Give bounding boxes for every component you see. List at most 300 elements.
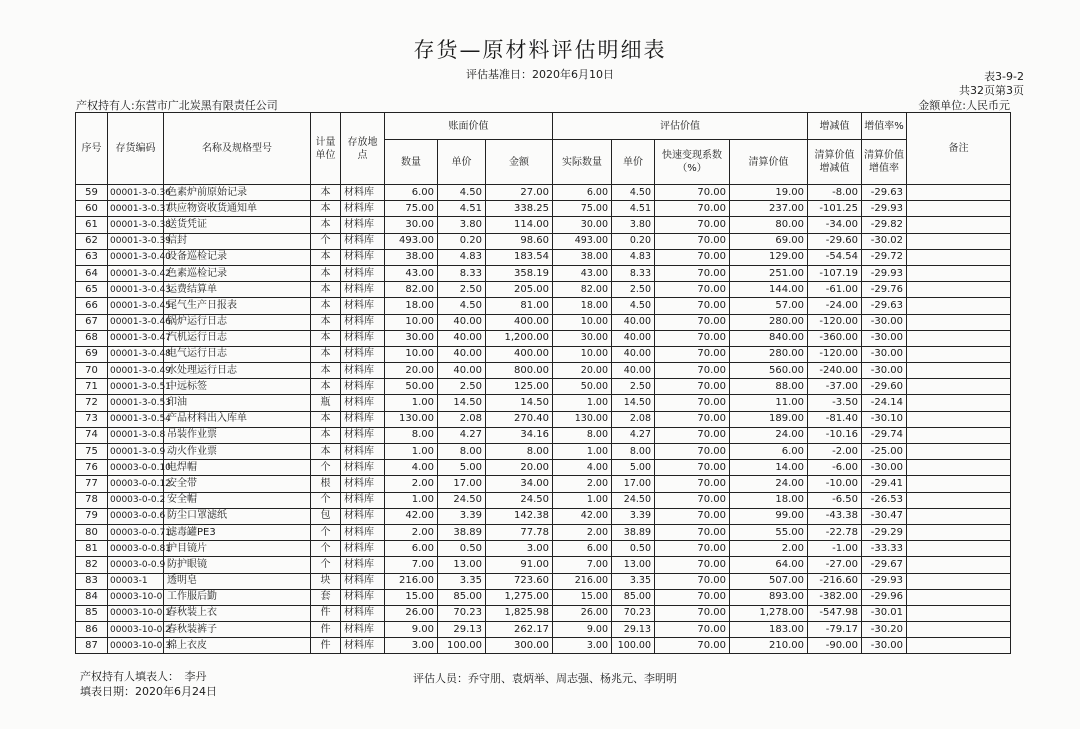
- cell-remark: [907, 249, 1011, 265]
- cell-name: 护目镜片: [164, 541, 311, 557]
- cell-location: 材料库: [341, 233, 385, 249]
- cell-book-amount: 1,200.00: [486, 330, 553, 346]
- cell-book-qty: 26.00: [385, 605, 438, 621]
- cell-change: -120.00: [808, 346, 862, 362]
- cell-change: -79.17: [808, 622, 862, 638]
- cell-book-qty: 30.00: [385, 330, 438, 346]
- cell-book-price: 2.50: [438, 379, 486, 395]
- cell-eval-coef: 70.00: [655, 492, 730, 508]
- cell-book-price: 3.80: [438, 217, 486, 233]
- cell-remark: [907, 622, 1011, 638]
- cell-seq: 76: [76, 460, 108, 476]
- cell-book-qty: 1.00: [385, 395, 438, 411]
- cell-location: 材料库: [341, 427, 385, 443]
- cell-book-price: 13.00: [438, 557, 486, 573]
- cell-code: 00001-3-0.47: [108, 330, 164, 346]
- cell-book-price: 4.50: [438, 298, 486, 314]
- cell-eval-coef: 70.00: [655, 589, 730, 605]
- cell-name: 色素炉前原始记录: [164, 185, 311, 201]
- cell-eval-coef: 70.00: [655, 314, 730, 330]
- cell-eval-liq: 55.00: [730, 524, 808, 540]
- cell-book-price: 0.50: [438, 541, 486, 557]
- cell-book-amount: 14.50: [486, 395, 553, 411]
- header-location: 存放地点: [341, 113, 385, 185]
- header-eval-value: 评估价值: [553, 113, 808, 140]
- cell-book-price: 4.27: [438, 427, 486, 443]
- cell-code: 00003-10-0: [108, 589, 164, 605]
- cell-name: 动火作业票: [164, 444, 311, 460]
- header-eval-liq: 清算价值: [730, 140, 808, 185]
- header-change-sub: 清算价值增减值: [808, 140, 862, 185]
- cell-eval-qty: 10.00: [553, 314, 612, 330]
- cell-location: 材料库: [341, 363, 385, 379]
- cell-rate: -30.00: [862, 346, 907, 362]
- cell-book-price: 2.50: [438, 282, 486, 298]
- cell-remark: [907, 589, 1011, 605]
- cell-book-price: 5.00: [438, 460, 486, 476]
- cell-eval-coef: 70.00: [655, 379, 730, 395]
- table-row: [76, 638, 1011, 654]
- cell-change: -2.00: [808, 444, 862, 460]
- cell-change: -216.60: [808, 573, 862, 589]
- cell-eval-price: 40.00: [612, 346, 655, 362]
- cell-eval-qty: 50.00: [553, 379, 612, 395]
- cell-eval-price: 3.80: [612, 217, 655, 233]
- cell-code: 00001-3-0.37: [108, 201, 164, 217]
- table-row: [76, 233, 1011, 249]
- cell-eval-price: 38.89: [612, 524, 655, 540]
- cell-eval-price: 2.50: [612, 379, 655, 395]
- cell-seq: 83: [76, 573, 108, 589]
- cell-eval-qty: 1.00: [553, 395, 612, 411]
- cell-book-qty: 82.00: [385, 282, 438, 298]
- cell-rate: -29.63: [862, 298, 907, 314]
- cell-book-amount: 205.00: [486, 282, 553, 298]
- cell-seq: 79: [76, 508, 108, 524]
- cell-eval-qty: 6.00: [553, 541, 612, 557]
- cell-eval-coef: 70.00: [655, 557, 730, 573]
- cell-book-amount: 77.78: [486, 524, 553, 540]
- cell-eval-coef: 70.00: [655, 346, 730, 362]
- table-row: [76, 411, 1011, 427]
- table-row: [76, 605, 1011, 621]
- cell-book-price: 38.89: [438, 524, 486, 540]
- cell-remark: [907, 265, 1011, 281]
- cell-book-qty: 42.00: [385, 508, 438, 524]
- cell-eval-qty: 20.00: [553, 363, 612, 379]
- cell-rate: -30.20: [862, 622, 907, 638]
- cell-eval-price: 4.83: [612, 249, 655, 265]
- cell-book-price: 0.20: [438, 233, 486, 249]
- cell-eval-price: 70.23: [612, 605, 655, 621]
- cell-rate: -30.01: [862, 605, 907, 621]
- cell-rate: -29.72: [862, 249, 907, 265]
- cell-eval-qty: 15.00: [553, 589, 612, 605]
- cell-code: 00001-3-0.51: [108, 379, 164, 395]
- header-rate: 增值率%: [862, 113, 907, 140]
- cell-book-amount: 125.00: [486, 379, 553, 395]
- cell-location: 材料库: [341, 460, 385, 476]
- cell-eval-liq: 280.00: [730, 346, 808, 362]
- cell-eval-coef: 70.00: [655, 638, 730, 654]
- cell-code: 00003-10-0.3: [108, 638, 164, 654]
- cell-eval-price: 40.00: [612, 330, 655, 346]
- cell-eval-coef: 70.00: [655, 524, 730, 540]
- header-unit: 计量单位: [311, 113, 341, 185]
- cell-seq: 72: [76, 395, 108, 411]
- cell-code: 00003-0-0.12: [108, 476, 164, 492]
- cell-eval-qty: 30.00: [553, 217, 612, 233]
- cell-seq: 85: [76, 605, 108, 621]
- cell-remark: [907, 185, 1011, 201]
- cell-seq: 78: [76, 492, 108, 508]
- cell-book-amount: 81.00: [486, 298, 553, 314]
- table-row: [76, 217, 1011, 233]
- header-rate-sub: 清算价值增值率: [862, 140, 907, 185]
- cell-location: 材料库: [341, 379, 385, 395]
- cell-name: 春秋装上衣: [164, 605, 311, 621]
- cell-eval-price: 3.35: [612, 573, 655, 589]
- cell-eval-coef: 70.00: [655, 508, 730, 524]
- header-eval-coef: 快速变现系数（%）: [655, 140, 730, 185]
- cell-seq: 70: [76, 363, 108, 379]
- cell-seq: 65: [76, 282, 108, 298]
- cell-eval-coef: 70.00: [655, 282, 730, 298]
- cell-unit: 本: [311, 330, 341, 346]
- cell-eval-liq: 19.00: [730, 185, 808, 201]
- table-row: [76, 492, 1011, 508]
- cell-book-qty: 75.00: [385, 201, 438, 217]
- cell-eval-price: 4.50: [612, 298, 655, 314]
- cell-eval-coef: 70.00: [655, 541, 730, 557]
- cell-remark: [907, 201, 1011, 217]
- cell-unit: 本: [311, 298, 341, 314]
- cell-rate: -30.00: [862, 638, 907, 654]
- cell-book-price: 4.51: [438, 201, 486, 217]
- cell-eval-liq: 88.00: [730, 379, 808, 395]
- cell-remark: [907, 217, 1011, 233]
- cell-remark: [907, 541, 1011, 557]
- cell-eval-price: 14.50: [612, 395, 655, 411]
- table-row: [76, 395, 1011, 411]
- cell-unit: 块: [311, 573, 341, 589]
- cell-rate: -29.93: [862, 201, 907, 217]
- cell-book-price: 3.39: [438, 508, 486, 524]
- header-change: 增减值: [808, 113, 862, 140]
- cell-eval-coef: 70.00: [655, 298, 730, 314]
- cell-code: 00001-3-0.39: [108, 233, 164, 249]
- cell-location: 材料库: [341, 589, 385, 605]
- cell-change: -54.54: [808, 249, 862, 265]
- cell-book-amount: 400.00: [486, 314, 553, 330]
- cell-location: 材料库: [341, 314, 385, 330]
- cell-book-price: 70.23: [438, 605, 486, 621]
- cell-eval-qty: 1.00: [553, 492, 612, 508]
- cell-rate: -24.14: [862, 395, 907, 411]
- cell-eval-coef: 70.00: [655, 249, 730, 265]
- cell-change: -10.16: [808, 427, 862, 443]
- cell-book-amount: 24.50: [486, 492, 553, 508]
- cell-name: 尾气生产日报表: [164, 298, 311, 314]
- cell-seq: 59: [76, 185, 108, 201]
- cell-eval-price: 0.50: [612, 541, 655, 557]
- cell-location: 材料库: [341, 265, 385, 281]
- cell-book-amount: 262.17: [486, 622, 553, 638]
- cell-remark: [907, 346, 1011, 362]
- cell-remark: [907, 411, 1011, 427]
- cell-change: -360.00: [808, 330, 862, 346]
- cell-name: 安全帽: [164, 492, 311, 508]
- cell-book-amount: 91.00: [486, 557, 553, 573]
- cell-remark: [907, 314, 1011, 330]
- cell-eval-qty: 42.00: [553, 508, 612, 524]
- cell-eval-liq: 129.00: [730, 249, 808, 265]
- cell-seq: 69: [76, 346, 108, 362]
- cell-eval-price: 4.27: [612, 427, 655, 443]
- cell-book-amount: 1,275.00: [486, 589, 553, 605]
- cell-code: 00001-3-0.48: [108, 346, 164, 362]
- cell-rate: -26.53: [862, 492, 907, 508]
- cell-change: -8.00: [808, 185, 862, 201]
- table-row: [76, 298, 1011, 314]
- cell-location: 材料库: [341, 638, 385, 654]
- table-row: [76, 249, 1011, 265]
- cell-book-amount: 98.60: [486, 233, 553, 249]
- cell-rate: -29.60: [862, 379, 907, 395]
- cell-location: 材料库: [341, 346, 385, 362]
- cell-unit: 本: [311, 265, 341, 281]
- cell-book-amount: 400.00: [486, 346, 553, 362]
- cell-book-price: 8.00: [438, 444, 486, 460]
- cell-eval-liq: 507.00: [730, 573, 808, 589]
- header-book-amount: 金额: [486, 140, 553, 185]
- cell-unit: 件: [311, 638, 341, 654]
- cell-eval-coef: 70.00: [655, 605, 730, 621]
- header-book-price: 单价: [438, 140, 486, 185]
- cell-seq: 67: [76, 314, 108, 330]
- cell-book-amount: 114.00: [486, 217, 553, 233]
- cell-name: 汽机运行日志: [164, 330, 311, 346]
- cell-book-price: 40.00: [438, 330, 486, 346]
- cell-book-qty: 7.00: [385, 557, 438, 573]
- table-row: [76, 427, 1011, 443]
- cell-eval-price: 85.00: [612, 589, 655, 605]
- cell-change: -43.38: [808, 508, 862, 524]
- cell-book-amount: 723.60: [486, 573, 553, 589]
- cell-unit: 个: [311, 524, 341, 540]
- cell-rate: -29.67: [862, 557, 907, 573]
- cell-eval-qty: 18.00: [553, 298, 612, 314]
- cell-change: -107.19: [808, 265, 862, 281]
- cell-name: 供应物资收货通知单: [164, 201, 311, 217]
- cell-code: 00001-3-0.49: [108, 363, 164, 379]
- table-row: [76, 444, 1011, 460]
- cell-eval-qty: 7.00: [553, 557, 612, 573]
- cell-code: 00003-0-0.6: [108, 508, 164, 524]
- cell-eval-qty: 75.00: [553, 201, 612, 217]
- cell-book-amount: 34.00: [486, 476, 553, 492]
- cell-code: 00003-0-0.9: [108, 557, 164, 573]
- cell-name: 春秋装裤子: [164, 622, 311, 638]
- cell-book-amount: 20.00: [486, 460, 553, 476]
- cell-eval-qty: 8.00: [553, 427, 612, 443]
- cell-book-qty: 4.00: [385, 460, 438, 476]
- cell-remark: [907, 379, 1011, 395]
- cell-eval-coef: 70.00: [655, 460, 730, 476]
- cell-book-qty: 10.00: [385, 314, 438, 330]
- cell-remark: [907, 395, 1011, 411]
- cell-book-qty: 1.00: [385, 492, 438, 508]
- cell-change: -10.00: [808, 476, 862, 492]
- header-seq: 序号: [76, 113, 108, 185]
- cell-rate: -29.76: [862, 282, 907, 298]
- cell-eval-qty: 38.00: [553, 249, 612, 265]
- cell-name: 色素巡检记录: [164, 265, 311, 281]
- cell-remark: [907, 298, 1011, 314]
- cell-code: 00003-0-0.71: [108, 524, 164, 540]
- cell-change: -27.00: [808, 557, 862, 573]
- cell-book-qty: 6.00: [385, 185, 438, 201]
- cell-remark: [907, 508, 1011, 524]
- cell-eval-coef: 70.00: [655, 201, 730, 217]
- cell-name: 滤毒罐PE3: [164, 524, 311, 540]
- cell-book-amount: 300.00: [486, 638, 553, 654]
- table-row: [76, 265, 1011, 281]
- cell-remark: [907, 638, 1011, 654]
- cell-book-amount: 8.00: [486, 444, 553, 460]
- table-row: [76, 330, 1011, 346]
- table-row: [76, 476, 1011, 492]
- cell-eval-qty: 4.00: [553, 460, 612, 476]
- cell-book-qty: 3.00: [385, 638, 438, 654]
- cell-unit: 本: [311, 201, 341, 217]
- table-number: 表3-9-2: [984, 70, 1024, 83]
- cell-book-price: 3.35: [438, 573, 486, 589]
- cell-eval-price: 100.00: [612, 638, 655, 654]
- cell-book-amount: 338.25: [486, 201, 553, 217]
- cell-book-qty: 15.00: [385, 589, 438, 605]
- cell-code: 00001-3-0.43: [108, 282, 164, 298]
- cell-eval-liq: 893.00: [730, 589, 808, 605]
- cell-remark: [907, 557, 1011, 573]
- cell-eval-price: 8.33: [612, 265, 655, 281]
- cell-eval-coef: 70.00: [655, 444, 730, 460]
- cell-code: 00001-3-0.8: [108, 427, 164, 443]
- cell-seq: 71: [76, 379, 108, 395]
- table-row: [76, 379, 1011, 395]
- cell-eval-coef: 70.00: [655, 217, 730, 233]
- cell-code: 00003-10-0.2: [108, 622, 164, 638]
- cell-code: 00001-3-0.42: [108, 265, 164, 281]
- cell-name: 设备巡检记录: [164, 249, 311, 265]
- cell-unit: 件: [311, 622, 341, 638]
- cell-eval-qty: 10.00: [553, 346, 612, 362]
- cell-book-qty: 20.00: [385, 363, 438, 379]
- cell-eval-price: 29.13: [612, 622, 655, 638]
- cell-change: -34.00: [808, 217, 862, 233]
- cell-remark: [907, 573, 1011, 589]
- table-row: [76, 185, 1011, 201]
- cell-rate: -29.82: [862, 217, 907, 233]
- cell-eval-qty: 6.00: [553, 185, 612, 201]
- property-owner: 产权持有人:东营市广北炭黑有限责任公司: [76, 99, 278, 112]
- cell-book-qty: 2.00: [385, 476, 438, 492]
- cell-location: 材料库: [341, 249, 385, 265]
- header-name: 名称及规格型号: [164, 113, 311, 185]
- cell-eval-qty: 216.00: [553, 573, 612, 589]
- cell-book-qty: 38.00: [385, 249, 438, 265]
- cell-book-qty: 493.00: [385, 233, 438, 249]
- cell-location: 材料库: [341, 444, 385, 460]
- cell-change: -90.00: [808, 638, 862, 654]
- cell-seq: 68: [76, 330, 108, 346]
- cell-rate: -30.10: [862, 411, 907, 427]
- cell-seq: 60: [76, 201, 108, 217]
- cell-rate: -29.93: [862, 573, 907, 589]
- cell-change: -6.00: [808, 460, 862, 476]
- cell-remark: [907, 282, 1011, 298]
- cell-remark: [907, 476, 1011, 492]
- cell-remark: [907, 233, 1011, 249]
- cell-name: 电焊帽: [164, 460, 311, 476]
- cell-book-price: 40.00: [438, 363, 486, 379]
- cell-unit: 个: [311, 541, 341, 557]
- cell-eval-price: 4.50: [612, 185, 655, 201]
- cell-book-qty: 18.00: [385, 298, 438, 314]
- cell-eval-liq: 64.00: [730, 557, 808, 573]
- cell-seq: 61: [76, 217, 108, 233]
- cell-eval-coef: 70.00: [655, 622, 730, 638]
- cell-rate: -29.29: [862, 524, 907, 540]
- cell-eval-price: 24.50: [612, 492, 655, 508]
- cell-book-qty: 10.00: [385, 346, 438, 362]
- header-code: 存货编码: [108, 113, 164, 185]
- cell-book-price: 40.00: [438, 346, 486, 362]
- cell-location: 材料库: [341, 298, 385, 314]
- cell-unit: 本: [311, 411, 341, 427]
- cell-book-qty: 30.00: [385, 217, 438, 233]
- cell-location: 材料库: [341, 411, 385, 427]
- cell-unit: 本: [311, 314, 341, 330]
- cell-eval-coef: 70.00: [655, 330, 730, 346]
- cell-change: -3.50: [808, 395, 862, 411]
- currency-unit: 金额单位:人民币元: [918, 99, 1010, 112]
- cell-remark: [907, 427, 1011, 443]
- cell-eval-price: 8.00: [612, 444, 655, 460]
- table-row: [76, 363, 1011, 379]
- cell-eval-price: 40.00: [612, 314, 655, 330]
- cell-name: 防尘口罩滤纸: [164, 508, 311, 524]
- cell-book-amount: 183.54: [486, 249, 553, 265]
- preparer: 产权持有人填表人： 李丹: [80, 670, 207, 683]
- cell-eval-price: 2.50: [612, 282, 655, 298]
- cell-book-amount: 27.00: [486, 185, 553, 201]
- cell-eval-liq: 18.00: [730, 492, 808, 508]
- table-row: [76, 541, 1011, 557]
- table-row: [76, 346, 1011, 362]
- cell-location: 材料库: [341, 557, 385, 573]
- cell-name: 棉上衣皮: [164, 638, 311, 654]
- cell-eval-liq: 69.00: [730, 233, 808, 249]
- cell-location: 材料库: [341, 605, 385, 621]
- cell-code: 00001-3-0.45: [108, 298, 164, 314]
- cell-location: 材料库: [341, 524, 385, 540]
- cell-book-amount: 358.19: [486, 265, 553, 281]
- cell-unit: 本: [311, 379, 341, 395]
- cell-location: 材料库: [341, 476, 385, 492]
- cell-book-amount: 270.40: [486, 411, 553, 427]
- cell-change: -1.00: [808, 541, 862, 557]
